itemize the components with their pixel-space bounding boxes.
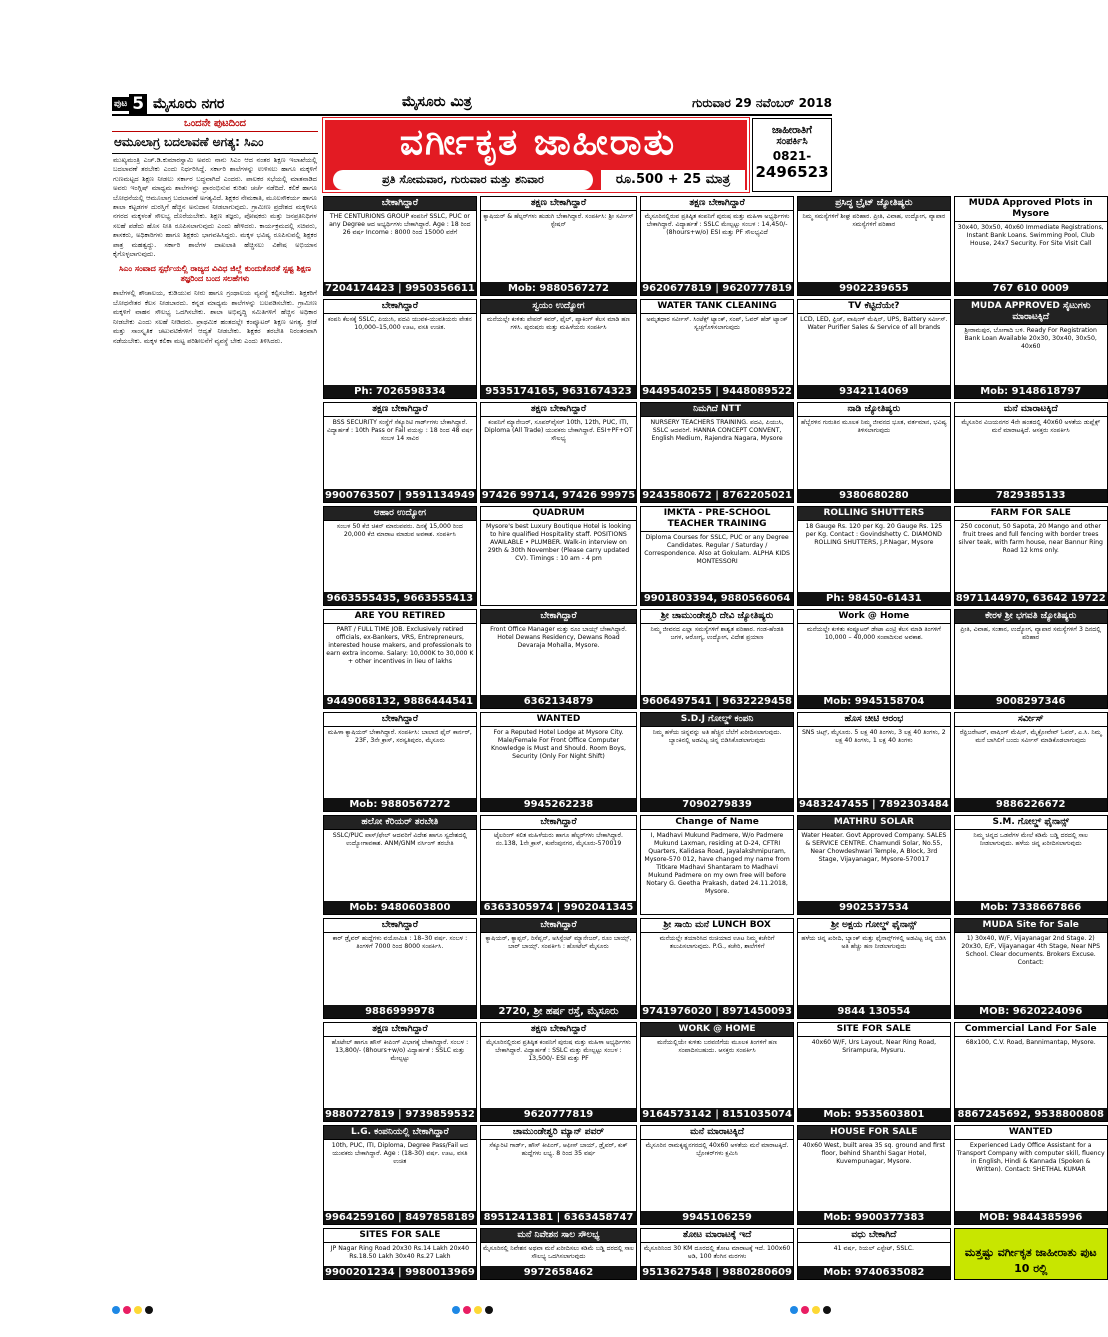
ad-body: I, Madhavi Mukund Padmere, W/o Padmere Mukund Laxman, residing at D-24, CFTRI Quarters, Kalidasa Road, Jayalakshmipuram, Mysore-570 012, have changed my name from Titkare Madhavi Shantaram to Madhavi Mukund Padmere on my own free will before Notary G. Geetha Prakash, dated 24.11.2018, Mysore. (644, 832, 790, 896)
ad-title: ಬೇಕಾಗಿದ್ದಾರೆ (324, 713, 476, 727)
ad-body: JP Nagar Ring Road 20x30 Rs.14 Lakh 20x40 Rs.18.50 Lakh 30x40 Rs.27 Lakh (330, 1244, 470, 1260)
ad-body: ಮಹಿಳಾ ಕ್ಯಾಷಿಯರ್ ಬೇಕಾಗಿದ್ದಾರೆ. ಸಂಪರ್ಕಿಸಿ: ಬಾಲಾಜಿ ಫೈನ್ ಕಾರ್ನರ್, 23F, 3ನೇ ಕ್ರಾಸ್, ಸರಸ್ವತಿಪುರಂ, ಮೈಸೂರು (327, 728, 472, 744)
ad-body: Experienced Lady Office Assistant for a Transport Company with computer skill, fluency in English, Hindi & Kannada (Spoken & Written). Contact: SHETHAL KUMAR (956, 1141, 1105, 1173)
ad-title: MATHRU SOLAR (798, 816, 950, 830)
ad-title: ತಕ್ಷಣ ಬೇಕಾಗಿದ್ದಾರೆ (481, 403, 636, 417)
ad-phone: Mob: 9880567272 (324, 798, 476, 811)
ad-phone: Mob: 9535603801 (798, 1108, 950, 1121)
ad-body: PART / FULL TIME JOB. Exclusively retired officials, ex-Bankers, VRS, Entrepreneurs, interested house makers, and professionals to earn extra income. Salary: 10,000K to 30,000 K + other incentives in lieu of lakhs (326, 625, 474, 665)
ad-phone: 9008297346 (955, 695, 1107, 708)
registration-dot (801, 1306, 809, 1314)
contact-box (752, 118, 832, 192)
ad-title: L.G. ಕಂಪನಿಯಲ್ಲಿ ಬೇಕಾಗಿದ್ದಾರೆ (324, 1126, 476, 1140)
ad-body: ಮೈಸೂರಿನಲ್ಲಿರುವ ಪ್ರತಿಷ್ಠಿತ ಕಂಪನಿಗೆ ಪುರುಷ ಮತ್ತು ಮಹಿಳಾ ಅಭ್ಯರ್ಥಿಗಳು ಬೇಕಾಗಿದ್ದಾರೆ. ವಿದ್ಯಾರ್ಹತೆ : SSLC ಮತ್ತು ಮೇಲ್ಪಟ್ಟು ಸಂಬಳ : 13,500/- ESI ಮತ್ತು PF (486, 1038, 631, 1062)
classified-ad (640, 712, 794, 812)
ad-body: 40x60 W/F, Urs Layout, Near Ring Road, Srirampura, Mysuru. (811, 1038, 937, 1054)
ad-phone: 9164573142 | 8151035074 (642, 1108, 792, 1120)
classified-ad (323, 196, 477, 296)
ad-phone: 9900763507 | 9591134949 (325, 489, 475, 501)
ad-body: ಕ್ಯಾಷಿಯರ್, ಕ್ಯಾಪ್ಟನ್, ರಿಸೆಪ್ಷನ್, ಅಸಿಸ್ಟೆಂಟ್ ಮ್ಯಾನೇಜರ್, ರೂಂ ಬಾಯ್ಸ್, ಬಾರ್ ಬಾಯ್ಸ್. ಸಂಪರ್ಕಿಸಿ : ಹೋಟೆಲ್ ಮೈಸೂರು (485, 935, 632, 951)
ad-title: Work @ Home (798, 610, 950, 624)
ad-body: ರೆಫ್ರಿಜರೇಟರ್, ವಾಷಿಂಗ್ ಮೆಷಿನ್, ಮೈಕ್ರೋವೇವ್ ಓವನ್, ಎ.ಸಿ. ನಿಮ್ಮ ಮನೆ ಬಾಗಿಲಿಗೆ ಬಂದು ಸರ್ವೀಸ್ ಮಾಡಿಕೊಡಲಾಗುವುದು (959, 728, 1102, 744)
classified-ad (640, 918, 794, 1018)
registration-dot (485, 1306, 493, 1314)
ad-body: ಶ್ರೀರಾಮಪುರ, ಬೋಗಾದಿ ಬಳಿ. Ready For Registration Bank Loan Available 20x30, 30x40, 30x50, 40x60 (964, 327, 1097, 351)
ad-phone: 9844 130554 (798, 1005, 950, 1018)
registration-dot (145, 1306, 153, 1314)
ad-title: WORK @ HOME (641, 1023, 793, 1037)
ad-body: SSLC/PUC ಪಾಸ್/ಫೇಲ್ ಆದವರಿಗೆ ವಿದೇಶ ಹಾಗೂ ಸ್ವದೇಶದಲ್ಲಿ ಉದ್ಯೋಗಾವಕಾಶ. ANM/GNM ನರ್ಸಿಂಗ್ ತರಬೇತಿ (332, 832, 467, 848)
ad-title: ಸರ್ವೀಸ್ (955, 713, 1107, 727)
contact-line-1: ಜಾಹೀರಾತಿಗೆ (772, 125, 812, 136)
classified-ad (797, 1125, 951, 1225)
classified-ad (640, 1022, 794, 1122)
registration-dot (463, 1306, 471, 1314)
registration-dot (112, 1306, 120, 1314)
ad-body: ನಿಮ್ಮ ಚಿನ್ನದ ಒಡವೆಗಳ ಮೇಲೆ ಕಡಿಮೆ ಬಡ್ಡಿ ದರದಲ್ಲಿ ಸಾಲ ನೀಡಲಾಗುವುದು. ಹಳೆಯ ಚಿನ್ನ ಖರೀದಿಸಲಾಗುವುದು (973, 832, 1088, 848)
ad-body: ಪ್ರೀತಿ, ವಿವಾಹ, ಸಂತಾನ, ಉದ್ಯೋಗ, ವ್ಯಾಪಾರ ಸಮಸ್ಯೆಗಳಿಗೆ 3 ದಿನದಲ್ಲಿ ಪರಿಹಾರ (960, 625, 1101, 641)
ad-title: Commercial Land For Sale (955, 1023, 1107, 1037)
registration-dot (474, 1306, 482, 1314)
ad-title: ತಕ್ಷಣ ಬೇಕಾಗಿದ್ದಾರೆ (324, 403, 476, 417)
ad-phone: Mob: 9740635082 (798, 1266, 950, 1279)
classified-ad (797, 712, 951, 812)
classified-ad (480, 402, 637, 502)
ad-title: ಬೇಕಾಗಿದ್ದಾರೆ (481, 816, 636, 830)
ad-body: 10th, PUC, ITI, Diploma, Degree Pass/Fail ಆದ ಯುವಕರು ಬೇಕಾಗಿದ್ದಾರೆ. Age : (18-30) ವರ್ಷ. ಊಟ, ವಸತಿ ಉಚಿತ (331, 1141, 468, 1165)
classified-ad (954, 506, 1108, 606)
ad-body: ಮೈಸೂರಿನಿಂದ 30 KM ದೂರದಲ್ಲಿ ತೋಟ ಮಾರಾಟಕ್ಕೆ ಇದೆ. 100x60 ಅಡಿ, 100 ತೆಂಗಿನ ಮರಗಳು (643, 1244, 791, 1260)
ad-phone: 9880727819 | 9739859532 (325, 1108, 475, 1120)
ad-title: MUDA APPROVED ಸೈಟುಗಳು ಮಾರಾಟಕ್ಕಿದೆ (955, 300, 1107, 325)
classified-ad (640, 815, 794, 915)
classified-ad (480, 299, 637, 399)
ad-body: ಹಳೆಯ ಚಿನ್ನ ಖರೀದಿ, ಬ್ಯಾಂಕ್ ಮತ್ತು ಫೈನಾನ್ಸ್‌ಗಳಲ್ಲಿ ಅಡವಿಟ್ಟ ಚಿನ್ನ ಬಿಡಿಸಿ ಅತಿ ಹೆಚ್ಚು ಹಣ ನೀಡಲಾಗುವುದು (801, 935, 947, 951)
continued-label: ಒಂದನೇ ಪುಟದಿಂದ (112, 118, 318, 132)
ad-phone: 9449068132, 9886444541 (324, 695, 476, 708)
classified-ad (640, 609, 794, 709)
ad-title: ಬೇಕಾಗಿದ್ದಾರೆ (481, 610, 636, 624)
color-registration-left (112, 1306, 153, 1314)
ad-title: ಶ್ರೀ ಅಕ್ಷಯ ಗೋಲ್ಡ್ ಫೈನಾನ್ಸ್ (798, 919, 950, 933)
classified-ad (323, 609, 477, 709)
ad-title: SITE FOR SALE (798, 1023, 950, 1037)
classified-ad (480, 1228, 637, 1280)
registration-dot (790, 1306, 798, 1314)
banner-price: ರೂ.500 + 25 ಮಾತ್ರ (601, 170, 745, 190)
ad-title: ಹೊಸ ಚೀಟಿ ಆರಂಭ (798, 713, 950, 727)
ad-phone: 7090279839 (641, 798, 793, 811)
ad-title: ಚಾಮುಂಡೇಶ್ವರಿ ಮ್ಯಾನ್ ಪವರ್ (481, 1126, 636, 1140)
ad-body: ಅಮೃತಧಾರ ಸರ್ವೀಸ್. ಸಿಂಟೆಕ್ಸ್ ಟ್ಯಾಂಕ್, ಸಂಪ್, ಓವರ್ ಹೆಡ್ ಟ್ಯಾಂಕ್ ಸ್ವಚ್ಛಗೊಳಿಸಲಾಗುವುದು (646, 316, 788, 332)
classified-ad (954, 815, 1108, 915)
ad-title: ಆಹಾರ ಉದ್ಯೋಗ (324, 507, 476, 521)
ad-title: ತಕ್ಷಣ ಬೇಕಾಗಿದ್ದಾರೆ (641, 197, 793, 211)
ad-title: ಶ್ರೀ ಚಾಮುಂಡೇಶ್ವರಿ ದೇವಿ ಜ್ಯೋತಿಷ್ಯರು (641, 610, 793, 624)
ad-body: ಮನೆಯಲ್ಲಿಯೇ ಕುಳಿತು ಬರವಣಿಗೆಯ ಮೂಲಕ ತಿಂಗಳಿಗೆ ಹಣ ಸಂಪಾದಿಸಬಹುದು. ಆಸಕ್ತರು ಸಂಪರ್ಕಿಸಿ (657, 1038, 778, 1054)
ad-body: ಸೆಕ್ಯೂರಿಟಿ ಗಾರ್ಡ್, ಹೌಸ್ ಕೀಪಿಂಗ್, ಆಫೀಸ್ ಬಾಯ್, ಡ್ರೈವರ್, ಕುಕ್ ಹುದ್ದೆಗಳು ಲಭ್ಯ. 8 ರಿಂದ 35 ವರ್ಷ (489, 1141, 628, 1157)
classified-ad (640, 299, 794, 399)
ad-title: WANTED (481, 713, 636, 727)
page-word: ಪುಟ (114, 99, 128, 109)
ad-title: ಬೇಕಾಗಿದ್ದಾರೆ (324, 197, 476, 211)
registration-dot (123, 1306, 131, 1314)
ad-title: SITES FOR SALE (324, 1229, 476, 1243)
classified-ad (640, 1125, 794, 1225)
ad-phone: 8951241381 | 6363458747 (481, 1211, 636, 1224)
classified-ad (797, 1022, 951, 1122)
ad-body: ನಿಮ್ಮ ಜೀವನದ ಎಲ್ಲಾ ಸಮಸ್ಯೆಗಳಿಗೆ ಶಾಶ್ವತ ಪರಿಹಾರ. ಗಂಡ-ಹೆಂಡತಿ ಜಗಳ, ಆರೋಗ್ಯ, ಉದ್ಯೋಗ, ವಿದೇಶ ಪ್ರಯಾಣ (650, 625, 784, 641)
classified-ad (640, 506, 794, 606)
classified-ad (323, 712, 477, 812)
ad-phone: 9972658462 (481, 1266, 636, 1279)
ad-title: ಮನೆ ನಿವೇಶನ ಸಾಲ ಸೌಲಭ್ಯ (481, 1229, 636, 1243)
article-subhead: ಸಿಎಂ ಸಂವಾದ ಸ್ಪರ್ಧೆಯಲ್ಲಿ ರಾಜ್ಯದ ವಿವಿಧ ಜಿಲ್ಲೆ ಕುಂದುಕೊರತೆ ಸ್ಪಷ್ಟ ಶಿಕ್ಷಣ ತಜ್ಞರಿಂದ ಬಂದ ಸಲಹೆಗಳು (119, 264, 311, 284)
ad-title: ನಾಡಿ ಜ್ಯೋತಿಷ್ಯರು (798, 403, 950, 417)
classified-ad (480, 1125, 637, 1225)
ad-title: ತಕ್ಷಣ ಬೇಕಾಗಿದ್ದಾರೆ (324, 1023, 476, 1037)
ad-phone: Mob: 7338667866 (955, 901, 1107, 914)
ad-title: ನಿಮಗಿದೆ NTT (641, 403, 793, 417)
ad-body: SNS ಚಿಟ್ಸ್, ಮೈಸೂರು. 5 ಲಕ್ಷ 40 ತಿಂಗಳು, 3 ಲಕ್ಷ 40 ತಿಂಗಳು, 2 ಲಕ್ಷ 40 ತಿಂಗಳು, 1 ಲಕ್ಷ 40 ತಿಂಗಳು (802, 728, 946, 744)
ad-phone: Mob: 9148618797 (955, 385, 1107, 398)
color-registration-middle (452, 1306, 493, 1314)
ad-title: HOUSE FOR SALE (798, 1126, 950, 1140)
classified-ad (797, 196, 951, 296)
ad-title: ROLLING SHUTTERS (798, 507, 950, 521)
ad-phone: 9663555435, 9663555413 (324, 592, 476, 605)
ad-title: ಮನೆ ಮಾರಾಟಕ್ಕಿದೆ (641, 1126, 793, 1140)
classified-ad (797, 609, 951, 709)
ad-body: THE CENTURIONS GROUP ಕಂಪನಿಗೆ SSLC, PUC or any Degree ಆದ ಅಭ್ಯರ್ಥಿಗಳು ಬೇಕಾಗಿದ್ದಾರೆ. Age : 18 ರಿಂದ 26 ವರ್ಷ Income : 8000 ರಿಂದ 15000 ವರೆಗೆ (329, 213, 471, 236)
ad-title: ಕೇರಳ ಶ್ರೀ ಭಗವತಿ ಜ್ಯೋತಿಷ್ಯರು (955, 610, 1107, 624)
ad-phone: Ph: 98450-61431 (798, 592, 950, 605)
ad-body: 1) 30x40, W/F, Vijayanagar 2nd Stage. 2) 20x30, E/F, Vijayanagar 4th Stage, Near NPS School. Clear documents. Brokers Excuse. Contact: (961, 935, 1101, 967)
classified-ad (640, 1228, 794, 1280)
ad-title: ವಧು ಬೇಕಾಗಿದೆ (798, 1229, 950, 1243)
section-title: ಮೈಸೂರು ನಗರ (153, 96, 225, 112)
classified-ad (323, 1125, 477, 1225)
ad-phone: Mob: 9945158704 (798, 695, 950, 708)
ad-body: ಹೆಬ್ಬೆರಳಿನ ಗುರುತಿನ ಮೂಲಕ ನಿಮ್ಮ ಜೀವನದ ಭೂತ, ವರ್ತಮಾನ, ಭವಿಷ್ಯ ತಿಳಿಸಲಾಗುವುದು (801, 419, 947, 435)
ad-phone: 7829385133 (955, 489, 1107, 502)
ad-body: BSS SECURITY ಸಂಸ್ಥೆಗೆ ಸೆಕ್ಯೂರಿಟಿ ಗಾರ್ಡ್‌ಗಳು ಬೇಕಾಗಿದ್ದಾರೆ. ವಿದ್ಯಾರ್ಹತೆ : 10th Pass or Fail ವಯಸ್ಸು : 18 ರಿಂದ 48 ವರ್ಷ ಸಂಬಳ 14 ಸಾವಿರ (326, 419, 473, 443)
ad-title: ಹಲೋ ಕೆರಿಯರ್ ತರಬೇತಿ (324, 816, 476, 830)
ad-body: ಮೈಸೂರಿನ ರಾಮಕೃಷ್ಣನಗರದಲ್ಲಿ 40x60 ಅಳತೆಯ ಮನೆ ಮಾರಾಟಕ್ಕಿದೆ. ಬ್ರೋಕರ್‌ಗಳು ಕ್ಷಮಿಸಿ (645, 1141, 789, 1157)
ad-title: ಮನೆ ಮಾರಾಟಕ್ಕಿದೆ (955, 403, 1107, 417)
classified-ad (480, 196, 637, 296)
contact-line-4: 2496523 (755, 163, 829, 181)
ad-title: WATER TANK CLEANING (641, 300, 793, 314)
ad-phone: 9964259160 | 8497858189 (325, 1211, 475, 1223)
ad-body: 250 coconut, 50 Sapota, 20 Mango and other fruit trees and full fencing with border trees silver teak, with farm house, near Bannur Ring Road 12 kms only. (958, 522, 1103, 554)
page-number: 5 (129, 94, 147, 114)
ad-body: ಮನೆಯಲ್ಲೇ ಕುಳಿತು ಕಂಪ್ಯೂಟರ್ ಡೇಟಾ ಎಂಟ್ರಿ ಕೆಲಸ ಮಾಡಿ ತಿಂಗಳಿಗೆ 10,000 – 40,000 ಸಂಪಾದಿಸುವ ಅವಕಾಶ. (806, 625, 941, 641)
classified-ad (954, 609, 1108, 709)
ad-title: ಪ್ರಸಿದ್ಧ ಬ್ರೈಟ್ ಜ್ಯೋತಿಷ್ಯರು (798, 197, 950, 211)
ad-phone: MOB: 9844385996 (955, 1211, 1107, 1224)
contact-line-3: 0821- (772, 149, 812, 163)
classified-ad (797, 1228, 951, 1280)
ad-body: ಟೈಲರಿಂಗ್ ಕಲಿತ ಮಹಿಳೆಯರು ಹಾಗೂ ಹೆಲ್ಪರ್‌ಗಳು ಬೇಕಾಗಿದ್ದಾರೆ. ನಂ.138, 1ನೇ ಕ್ರಾಸ್, ಕುವೆಂಪುನಗರ, ಮೈಸೂರು-570019 (494, 832, 623, 848)
ad-phone: 9483247455 | 7892303484 (798, 799, 949, 811)
ad-title: MUDA Site for Sale (955, 919, 1107, 933)
ad-body: 68x100, C.V. Road, Bannimantap, Mysore. (965, 1038, 1096, 1046)
ad-body: ಕಾರ್ ಡ್ರೈವರ್ ಹುದ್ದೆಗಳು ವಯೋಮಿತಿ : 18–30 ವರ್ಷ. ಸಂಬಳ : ತಿಂಗಳಿಗೆ 7000 ರಿಂದ 8000 ಸಂಪರ್ಕಿಸಿ. (332, 935, 468, 951)
classified-ad (480, 712, 637, 812)
registration-dot (823, 1306, 831, 1314)
ad-phone: 9886999978 (324, 1005, 476, 1018)
ad-title: ಬೇಕಾಗಿದ್ದಾರೆ (324, 919, 476, 933)
ad-body: ಕಂಪನಿಗೆ ಮ್ಯಾನೇಜರ್, ಸೂಪರ್‌ವೈಸರ್ 10th, 12th, PUC, ITI, Diploma (All Trade) ಯುವಕರು ಬೇಕಾಗಿದ್ದಾರೆ. ESI+PF+OT ಸೌಲಭ್ಯ (484, 419, 633, 443)
ad-phone: 9902537534 (798, 901, 950, 914)
ad-phone: 9945106259 (641, 1211, 793, 1224)
registration-dot (134, 1306, 142, 1314)
ad-phone: Mob: 9880567272 (481, 282, 636, 295)
ad-body: 18 Gauge Rs. 120 per Kg. 20 Gauge Rs. 125 per Kg. Contact : Govindshetty C. DIAMOND ROLLING SHUTTERS, J.P.Nagar, Mysore (805, 522, 943, 546)
classified-ad (480, 918, 637, 1018)
page-section (112, 94, 224, 114)
ad-title: ಸ್ವಯಂ ಉದ್ಯೋಗ (481, 300, 636, 314)
ad-body: ನಿಮ್ಮ ಸಮಸ್ಯೆಗಳಿಗೆ ಶೀಘ್ರ ಪರಿಹಾರ. ಪ್ರೀತಿ, ವಿವಾಹ, ಉದ್ಯೋಗ, ವ್ಯಾಪಾರ ಸಮಸ್ಯೆಗಳಿಗೆ ಪರಿಹಾರ (802, 213, 946, 228)
registration-dot (812, 1306, 820, 1314)
classified-ad (797, 299, 951, 399)
ad-phone: 9243580672 | 8762205021 (642, 489, 792, 501)
ad-body: For a Reputed Hotel Lodge at Mysore City. Male/Female For Front Office Computer Knowledge is Must and Should. Room Boys, Security (Only For Night Shift) (490, 728, 626, 760)
article-body-2: ಶಾಲೆಗಳಲ್ಲಿ ಶೌಚಾಲಯ, ಕುಡಿಯುವ ನೀರು ಹಾಗೂ ಗ್ರಂಥಾಲಯ ವ್ಯವಸ್ಥೆ ಕಲ್ಪಿಸಬೇಕು. ಶಿಕ್ಷಕರಿಗೆ ಬೋಧನೇತರ ಕೆಲಸ ನೀಡಬಾರದು. ಕನ್ನಡ ಮಾಧ್ಯಮ ಶಾಲೆಗಳನ್ನು ಬಲಪಡಿಸಬೇಕು. ಗ್ರಾಮೀಣ ಮಕ್ಕಳಿಗೆ ವಾಹನ ಸೌಲಭ್ಯ ಒದಗಿಸಬೇಕು. ಶಾಲಾ ಅಭಿವೃದ್ಧಿ ಸಮಿತಿಗಳಿಗೆ ಹೆಚ್ಚಿನ ಅಧಿಕಾರ ನೀಡಬೇಕು ಎಂದು ಸಲಹೆ ನೀಡಿದರು. ಪ್ರಾಥಮಿಕ ಹಂತದಲ್ಲೇ ಕಂಪ್ಯೂಟರ್ ಶಿಕ್ಷಣ ಅಗತ್ಯ. ಕ್ರೀಡೆ ಮತ್ತು ಸಾಂಸ್ಕೃತಿಕ ಚಟುವಟಿಕೆಗಳಿಗೆ ಆದ್ಯತೆ ನೀಡಬೇಕು. ಶಿಕ್ಷಕರ ತರಬೇತಿ ನಿರಂತರವಾಗಿ ನಡೆಯಬೇಕು. ಮಕ್ಕಳ ಕಲಿಕಾ ಮಟ್ಟ ಪರಿಶೀಲನೆಗೆ ವ್ಯವಸ್ಥೆ ಬೇಕು ಎಂದು ತಿಳಿಸಿದರು. (113, 289, 317, 345)
ad-body: ಮನೆಯಲ್ಲೇ ಕುಳಿತು ಪೇಪರ್ ಕವರ್, ಫೈಲ್, ಪ್ಯಾಕಿಂಗ್ ಕೆಲಸ ಮಾಡಿ ಹಣ ಗಳಿಸಿ. ಪುರುಷರು ಮತ್ತು ಮಹಿಳೆಯರು ಸಂಪರ್ಕಿಸಿ (486, 316, 631, 332)
ad-phone: 9886226672 (955, 798, 1107, 811)
ad-phone: 9449540255 | 9448089522 (642, 386, 792, 398)
ad-body: 30x40, 30x50, 40x60 Immediate Registrations, Instant Bank Loans. Swimming Pool, Club House, 24x7 Security. For Site Visit Call (957, 224, 1104, 247)
ad-phone: 2720, ಶ್ರೀ ಹರ್ಷ ರಸ್ತೆ, ಮೈಸೂರು (481, 1005, 636, 1018)
ad-title: TV ಕೆಟ್ಟಿದೆಯೇ? (798, 300, 950, 314)
ad-title: ತೋಟ ಮಾರಾಟಕ್ಕೆ ಇದೆ (641, 1229, 793, 1243)
ad-title: ಶ್ರೀ ಸಾಯಿ ಮನೆ LUNCH BOX (641, 919, 793, 933)
ad-title: IMKTA - PRE-SCHOOL TEACHER TRAINING (641, 507, 793, 532)
ad-body: ಮೈಸೂರಿನ ವಿಜಯನಗರ 4ನೇ ಹಂತದಲ್ಲಿ 40x60 ಅಳತೆಯ ಡುಪ್ಲೆಕ್ಸ್ ಮನೆ ಮಾರಾಟಕ್ಕಿದೆ. ಆಸಕ್ತರು ಸಂಪರ್ಕಿಸಿ (961, 419, 1101, 435)
classified-ad (797, 402, 951, 502)
ad-title: FARM FOR SALE (955, 507, 1107, 521)
ad-phone: 9342114069 (798, 385, 950, 398)
classified-ad (323, 918, 477, 1018)
classified-ad (954, 918, 1108, 1018)
ad-phone: Mob: 9900377383 (798, 1211, 950, 1224)
classified-ad (323, 402, 477, 502)
masthead: ಮೈಸೂರು ಮಿತ್ರ (402, 94, 472, 110)
ad-phone: MOB: 9620224096 (955, 1005, 1107, 1018)
ad-phone: 9535174165, 9631674323 (481, 385, 636, 398)
ad-phone: 767 610 0009 (955, 282, 1107, 295)
ad-phone: 6363305974 | 9902041345 (481, 901, 636, 914)
page-header (112, 94, 832, 116)
ad-body: ಕ್ಯಾಷಿಯರ್ & ಹೆಲ್ಪರ್‌ಗಳು ಹುಡುಗಿ ಬೇಕಾಗಿದ್ದಾರೆ. ಸಂಪರ್ಕಿಸಿ: ಶ್ರೀ ಸರ್ವೀಸ್ ಸ್ಟೇಷನ್ (483, 213, 634, 228)
classified-ad (954, 1125, 1108, 1225)
ad-body: ಹೊಟೇಲ್ ಹಾಗೂ ಹೌಸ್ ಕೀಪಿಂಗ್ ವಿಭಾಗಕ್ಕೆ ಬೇಕಾಗಿದ್ದಾರೆ. ಸಂಬಳ : 13,800/- (8hours+w/o) ವಿದ್ಯಾರ್ಹತೆ : SSLC ಮತ್ತು ಮೇಲ್ಪಟ್ಟು (331, 1038, 469, 1062)
ad-title: Change of Name (641, 816, 793, 830)
registration-dot (452, 1306, 460, 1314)
ad-title: ತಕ್ಷಣ ಬೇಕಾಗಿದ್ದಾರೆ (481, 1023, 636, 1037)
ad-body: ಸಂಬಳ 50 ಕೆಜಿ ಚಿಕನ್ ಮಾರುವವರು. ದಿನಕ್ಕೆ 15,000 ರಿಂದ 20,000 ಕೆಜಿ ಮಾರಾಟ ಮಾಡುವ ಅವಕಾಶ. ಸಂಪರ್ಕಿಸಿ (336, 522, 463, 538)
ad-body: NURSERY TEACHERS TRAINING. ಪದವಿ, ಪಿಯುಸಿ, SSLC ಆದವರಿಗೆ. HANNA CONCEPT CONVENT, English Medium, Rajendra Nagara, Mysore (650, 419, 784, 443)
issue-date: ಗುರುವಾರ 29 ನವೆಂಬರ್ 2018 (692, 96, 832, 110)
classified-ad (797, 815, 951, 915)
classified-ad (954, 712, 1108, 812)
ad-phone: 9606497541 | 9632229458 (642, 695, 792, 707)
classified-ad (954, 196, 1108, 296)
classified-banner (323, 118, 749, 192)
ad-body: Mysore's best Luxury Boutique Hotel is looking to hire qualified Hospitality staff. POSITIONS AVAILABLE • PLUMBER. Walk-in interview on 29th & 30th November (Please carry updated CV). Timings : 10 am - 4 pm (486, 522, 631, 562)
contact-line-2: ಸಂಪರ್ಕಿಸಿ (776, 136, 808, 147)
ad-phone: 8867245692, 9538800808 (955, 1108, 1107, 1121)
classified-ad (323, 1022, 477, 1122)
classified-ad (480, 506, 637, 606)
ad-phone: 6362134879 (481, 695, 636, 708)
ad-body: LCD, LED, ಫ್ರಿಜ್, ವಾಷಿಂಗ್ ಮೆಷಿನ್, UPS, Battery ಸರ್ವೀಸ್. Water Purifier Sales & Service of all brands (800, 316, 948, 332)
ad-phone: Ph: 7026598334 (324, 385, 476, 398)
classified-ad (480, 609, 637, 709)
ad-phone: 97426 99714, 97426 99975 (481, 489, 636, 501)
classified-ad (323, 1228, 477, 1280)
ad-body: Diploma Courses for SSLC, PUC or any Degree Candidates. Regular / Saturday / Correspondence. Also at Gokulam. ALPHA KIDS MONTESSORI (644, 533, 790, 565)
ad-phone: 9901803394, 9880566064 (641, 592, 793, 605)
ad-title: ತಕ್ಷಣ ಬೇಕಾಗಿದ್ದಾರೆ (481, 197, 636, 211)
classified-ad (323, 299, 477, 399)
ad-body: ಮತ್ತಷ್ಟು ವರ್ಗೀಕೃತ ಜಾಹೀರಾತು ಪುಟ 10 ರಲ್ಲಿ (964, 1245, 1097, 1275)
ad-body: ನಿಮ್ಮ ಹಳೆಯ ಚಿನ್ನವನ್ನು ಅತಿ ಹೆಚ್ಚಿನ ಬೆಲೆಗೆ ಖರೀದಿಸಲಾಗುವುದು. ಬ್ಯಾಂಕಿನಲ್ಲಿ ಅಡವಿಟ್ಟ ಚಿನ್ನ ಬಿಡಿಸಿಕೊಡಲಾಗುವುದು (652, 728, 782, 744)
classified-ad (954, 1022, 1108, 1122)
ad-title: ARE YOU RETIRED (324, 610, 476, 624)
ad-body: ಮೈಸೂರಿನಲ್ಲಿರುವ ಪ್ರತಿಷ್ಠಿತ ಕಂಪನಿಗೆ ಪುರುಷ ಮತ್ತು ಮಹಿಳಾ ಅಭ್ಯರ್ಥಿಗಳು ಬೇಕಾಗಿದ್ದಾರೆ. ವಿದ್ಯಾರ್ಹತೆ : SSLC ಮೇಲ್ಪಟ್ಟು ಸಂಬಳ : 14,450/- (8hours+w/o) ESI ಮತ್ತು PF ಸೌಲಭ್ಯವಿದೆ (644, 213, 790, 236)
classified-ad (797, 506, 951, 606)
classified-ad (640, 196, 794, 296)
ad-phone: 9620677819 | 9620777819 (642, 283, 792, 295)
ad-title: ಬೇಕಾಗಿದ್ದಾರೆ (324, 300, 476, 314)
ad-body: ಕಂಪನಿ ಕೆಲಸಕ್ಕೆ SSLC, ಪಿಯುಸಿ, ಪದವಿ ಯುವಕ-ಯುವತಿಯರು ವೇತನ 10,000–15,000 ಊಟ, ವಸತಿ ಉಚಿತ. (327, 316, 472, 332)
ad-phone: 7204174423 | 9950356611 (325, 283, 475, 295)
ad-body: ಮೈಸೂರಿನಲ್ಲಿ ನಿವೇಶನ ಅಥವಾ ಮನೆ ಖರೀದಿಸಲು ಕಡಿಮೆ ಬಡ್ಡಿ ದರದಲ್ಲಿ ಸಾಲ ಸೌಲಭ್ಯ ಒದಗಿಸಲಾಗುವುದು (482, 1244, 634, 1260)
classified-ad (640, 402, 794, 502)
ad-title: WANTED (955, 1126, 1107, 1140)
article-column (112, 118, 318, 1166)
ad-phone: 9945262238 (481, 798, 636, 811)
ad-phone: 9900201234 | 9980013969 (325, 1267, 475, 1278)
ad-title: MUDA Approved Plots in Mysore (955, 197, 1107, 222)
classified-ad (954, 299, 1108, 399)
classified-ad (797, 918, 951, 1018)
classified-ad (480, 1022, 637, 1122)
ad-body: ಮನೆಯಲ್ಲೇ ತಯಾರಿಸಿದ ರುಚಿಯಾದ ಊಟ ನಿಮ್ಮ ಕಚೇರಿಗೆ ತಲುಪಿಸಲಾಗುವುದು. P.G., ಕಚೇರಿ, ಶಾಲೆಗಳಿಗೆ (659, 935, 775, 951)
ad-body: 41 ವರ್ಷ, ರಿಯಲ್ ಎಸ್ಟೇಟ್, SSLC. (833, 1244, 915, 1252)
banner-title: ವರ್ಗೀಕೃತ ಜಾಹೀರಾತು (399, 122, 677, 163)
ad-phone: 9513627548 | 9880280609 (642, 1267, 792, 1278)
classified-ad (954, 1228, 1108, 1280)
classified-ad (323, 815, 477, 915)
ad-phone: Mob: 9480603800 (324, 901, 476, 914)
ad-body: Front Office Manager ಮತ್ತು ರೂಂ ಬಾಯ್ಸ್ ಬೇಕಾಗಿದ್ದಾರೆ. Hotel Dewans Residency, Dewans Road Devaraja Mohalla, Mysore. (490, 625, 627, 649)
ad-phone: 9380680280 (798, 489, 950, 502)
article-body: ಮುಖ್ಯಮಂತ್ರಿ ಎಚ್.ಡಿ.ಕುಮಾರಸ್ವಾಮಿ ಅವರು ನಾನು ಸಿಎಂ ಆದ ನಂತರ ಶಿಕ್ಷಣ ಇಲಾಖೆಯಲ್ಲಿ ಬದಲಾವಣೆ ತರಬೇಕು ಎಂದು ನಿರ್ಧರಿಸಿದ್ದೆ. ಸರ್ಕಾರಿ ಶಾಲೆಗಳನ್ನು ಉಳಿಸಲು ಹಾಗೂ ಮಕ್ಕಳಿಗೆ ಗುಣಮಟ್ಟದ ಶಿಕ್ಷಣ ನೀಡಲು ಸರ್ಕಾರ ಬದ್ಧವಾಗಿದೆ ಎಂದರು. ಪಾಲಕರ ಸಭೆಯಲ್ಲಿ ಮಾತನಾಡಿದ ಅವರು ಇಂಗ್ಲಿಷ್ ಮಾಧ್ಯಮ ಶಾಲೆಗಳನ್ನು ಪ್ರಾರಂಭಿಸುವ ಕುರಿತು ಚರ್ಚೆ ನಡೆದಿದೆ. ಕಲಿಕೆ ಹಾಗೂ ಬೋಧನೆಯಲ್ಲಿ ಆಮೂಲಾಗ್ರ ಬದಲಾವಣೆ ಅಗತ್ಯವಿದೆ. ಶಿಕ್ಷಕರ ನೇಮಕಾತಿ, ಮೂಲಸೌಕರ್ಯ ಹಾಗೂ ಶಾಲಾ ಕಟ್ಟಡಗಳ ದುರಸ್ತಿಗೆ ಹೆಚ್ಚಿನ ಅನುದಾನ ನೀಡಲಾಗುವುದು. ಗ್ರಾಮೀಣ ಪ್ರದೇಶದ ಮಕ್ಕಳಿಗೂ ನಗರದ ಮಕ್ಕಳಂತೆ ಸೌಲಭ್ಯ ದೊರೆಯಬೇಕು. ಶಿಕ್ಷಣ ತಜ್ಞರು, ಪೋಷಕರು ಮತ್ತು ಜನಪ್ರತಿನಿಧಿಗಳ ಸಲಹೆ ಪಡೆದು ಹೊಸ ನೀತಿ ರೂಪಿಸಲಾಗುವುದು ಎಂದು ಹೇಳಿದರು. ಕಾರ್ಯಕ್ರಮದಲ್ಲಿ ಸಚಿವರು, ಶಾಸಕರು, ಅಧಿಕಾರಿಗಳು ಹಾಗೂ ಶಿಕ್ಷಕರು ಭಾಗವಹಿಸಿದ್ದರು. ಮಕ್ಕಳ ಭವಿಷ್ಯ ರೂಪಿಸುವಲ್ಲಿ ಶಿಕ್ಷಕರ ಪಾತ್ರ ಮಹತ್ವದ್ದು. ಸರ್ಕಾರಿ ಶಾಲೆಗಳ ದಾಖಲಾತಿ ಹೆಚ್ಚಿಸಲು ವಿಶೇಷ ಅಭಿಯಾನ ಕೈಗೊಳ್ಳಲಾಗುವುದು. (113, 156, 317, 259)
ad-title: ಬೇಕಾಗಿದ್ದಾರೆ (481, 919, 636, 933)
classified-ad (480, 815, 637, 915)
ad-title: S.M. ಗೋಲ್ಡ್ ಫೈನಾನ್ಸ್ (955, 816, 1107, 830)
classified-ads-grid (323, 196, 1106, 1280)
color-registration-right (790, 1306, 831, 1314)
banner-days: ಪ್ರತಿ ಸೋಮವಾರ, ಗುರುವಾರ ಮತ್ತು ಶನಿವಾರ (333, 170, 593, 190)
ad-title: QUADRUM (481, 507, 636, 521)
ad-phone: 9741976020 | 8971450093 (642, 1005, 792, 1017)
article-headline: ಆಮೂಲಾಗ್ರ ಬದಲಾವಣೆ ಅಗತ್ಯ: ಸಿಎಂ (112, 132, 318, 154)
classified-ad (954, 402, 1108, 502)
ad-body: 40x60 West, built area 35 sq. ground and first floor, behind Shanthi Sagar Hotel, Kuvempunagar, Mysore. (802, 1141, 946, 1165)
ad-title: S.D.J ಗೋಲ್ಡ್ ಕಂಪನಿ (641, 713, 793, 727)
ad-body: Water Heater. Govt Approved Company. SALES & SERVICE CENTRE. Chamundi Solar, No.55, Near Chowdeshwari Temple, A Block, 3rd Stage, Vijayanagar, Mysore-570017 (801, 832, 947, 864)
ad-phone: 9620777819 (481, 1108, 636, 1121)
ad-phone: 9902239655 (798, 282, 950, 295)
ad-phone: 8971144970, 63642 19722 (955, 592, 1106, 604)
classified-ad (323, 506, 477, 606)
